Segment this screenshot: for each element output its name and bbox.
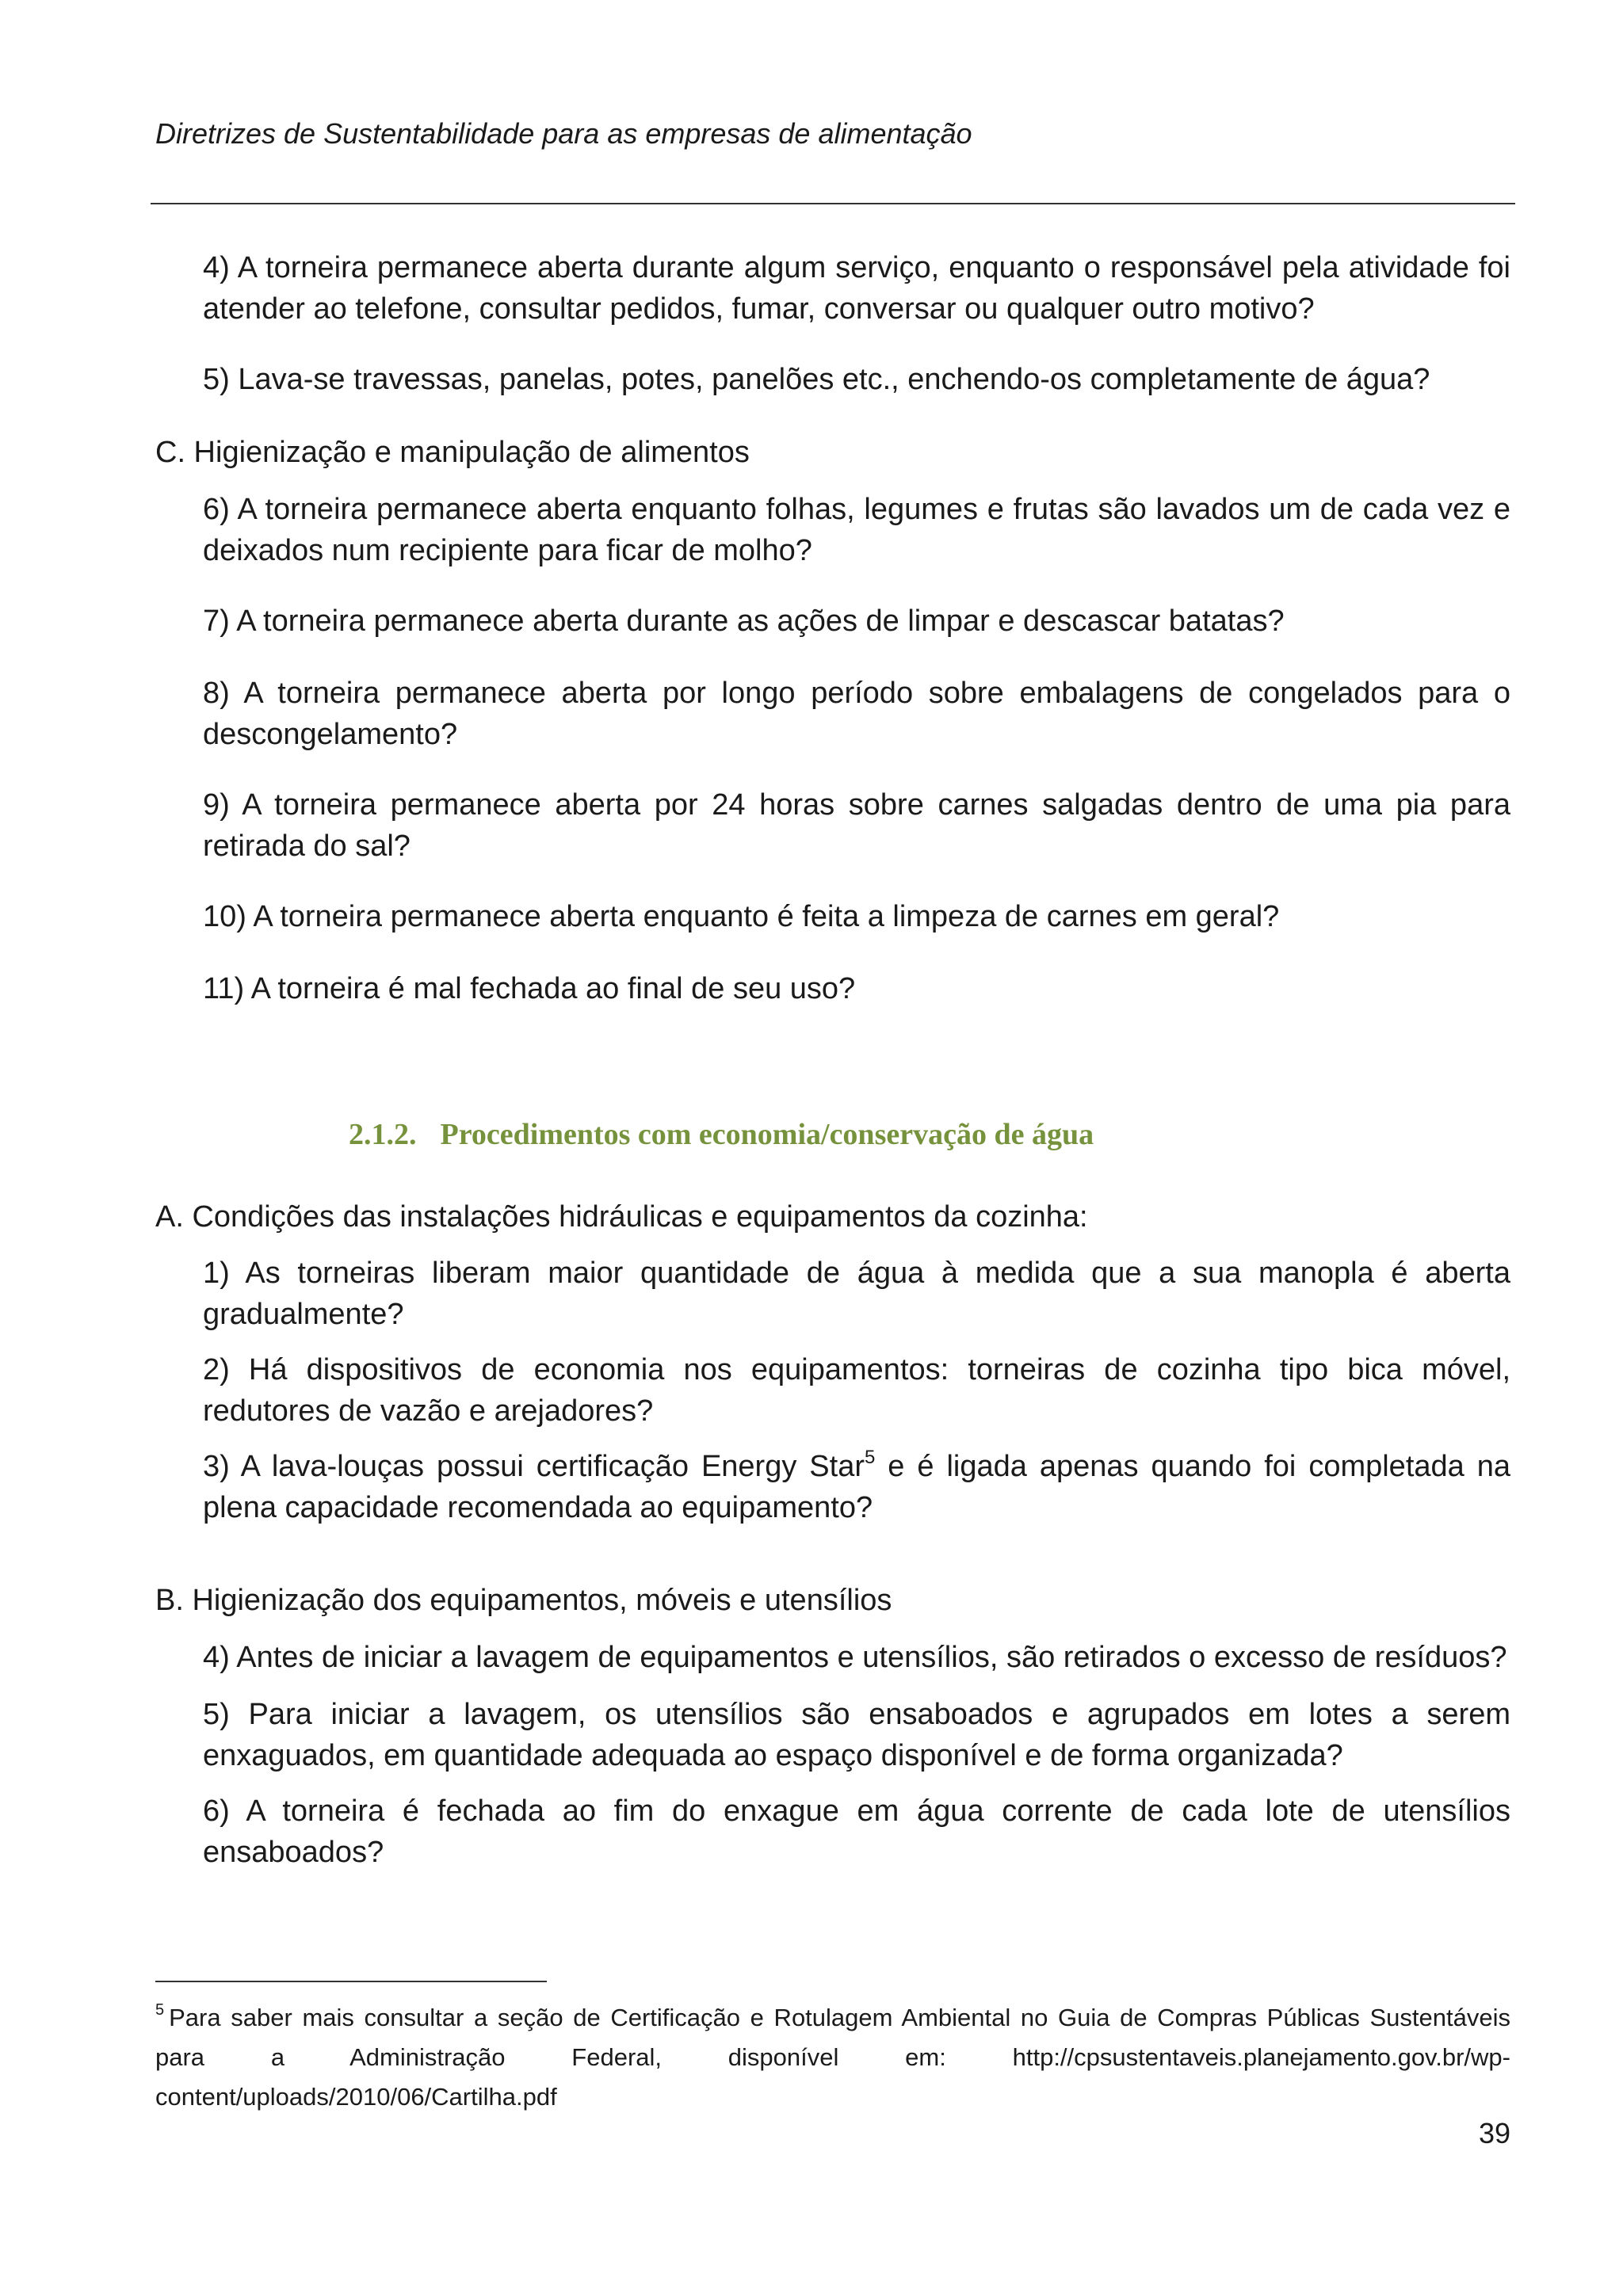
- subsection-heading: [349, 1117, 1094, 1152]
- footnote-mark: 5: [155, 2001, 165, 2019]
- question-item: 11) A torneira é mal fechada ao final de seu uso?: [203, 972, 856, 1005]
- question-item: 8) A torneira permanece aberta por longo período sobre embalagens de congelados para o descongelamento?: [203, 677, 1510, 751]
- question-item-with-footnote: [203, 1446, 1510, 1528]
- question-item: 4) Antes de iniciar a lavagem de equipamentos e utensílios, são retirados o excesso de resíduos?: [203, 1641, 1507, 1674]
- page-number: 39: [1478, 2117, 1510, 2149]
- subsection-title: Procedimentos com economia/conservação de água: [440, 1118, 1094, 1151]
- section-heading-c: C. Higienização e manipulação de alimentos: [155, 436, 750, 469]
- running-header: Diretrizes de Sustentabilidade para as empresas de alimentação: [155, 117, 972, 150]
- header-divider: [151, 203, 1515, 204]
- question-item: 2) Há dispositivos de economia nos equipamentos: torneiras de cozinha tipo bica móvel, redutores de vazão e arejadores?: [203, 1353, 1510, 1428]
- item-text: 3) A lava-louças possui certificação Energy Star: [203, 1450, 865, 1483]
- footnote-divider: [155, 1981, 547, 1982]
- question-item: 7) A torneira permanece aberta durante as ações de limpar e descascar batatas?: [203, 605, 1285, 638]
- footnote: [155, 1998, 1510, 2117]
- section-heading-b: B. Higienização dos equipamentos, móveis e utensílios: [155, 1584, 892, 1617]
- footnote-reference: 5: [865, 1447, 876, 1468]
- item-text: e é ligada apenas quando foi completada na plena capacidade recomendada ao equipamento?: [203, 1450, 1510, 1524]
- question-item: 6) A torneira é fechada ao fim do enxague em água corrente de cada lote de utensílios ensaboados?: [203, 1794, 1510, 1869]
- question-item: 4) A torneira permanece aberta durante algum serviço, enquanto o responsável pela atividade foi atender ao telefone, consultar pedidos, fumar, conversar ou qualquer outro motivo?: [203, 251, 1510, 326]
- question-item: 1) As torneiras liberam maior quantidade de água à medida que a sua manopla é aberta gradualmente?: [203, 1257, 1510, 1331]
- subsection-number: 2.1.2.: [349, 1118, 417, 1151]
- section-heading-a: A. Condições das instalações hidráulicas e equipamentos da cozinha:: [155, 1200, 1088, 1234]
- question-item: 10) A torneira permanece aberta enquanto é feita a limpeza de carnes em geral?: [203, 900, 1280, 933]
- question-item: 6) A torneira permanece aberta enquanto folhas, legumes e frutas são lavados um de cada vez e deixados num recipiente para ficar de molho?: [203, 493, 1510, 567]
- question-item: 5) Para iniciar a lavagem, os utensílios são ensaboados e agrupados em lotes a serem enxaguados, em quantidade adequada ao espaço disponível e de forma organizada?: [203, 1698, 1510, 1772]
- question-item: 5) Lava-se travessas, panelas, potes, panelões etc., enchendo-os completamente de água?: [203, 363, 1430, 396]
- footnote-text: Para saber mais consultar a seção de Certificação e Rotulagem Ambiental no Guia de Compras Públicas Sustentáveis para a Administração Federal, disponível em: http://cpsustentaveis.planejamento.gov.br/wp-content/uploads/2010/06/Cartilha.pdf: [155, 2004, 1510, 2111]
- question-item: 9) A torneira permanece aberta por 24 horas sobre carnes salgadas dentro de uma pia para retirada do sal?: [203, 788, 1510, 863]
